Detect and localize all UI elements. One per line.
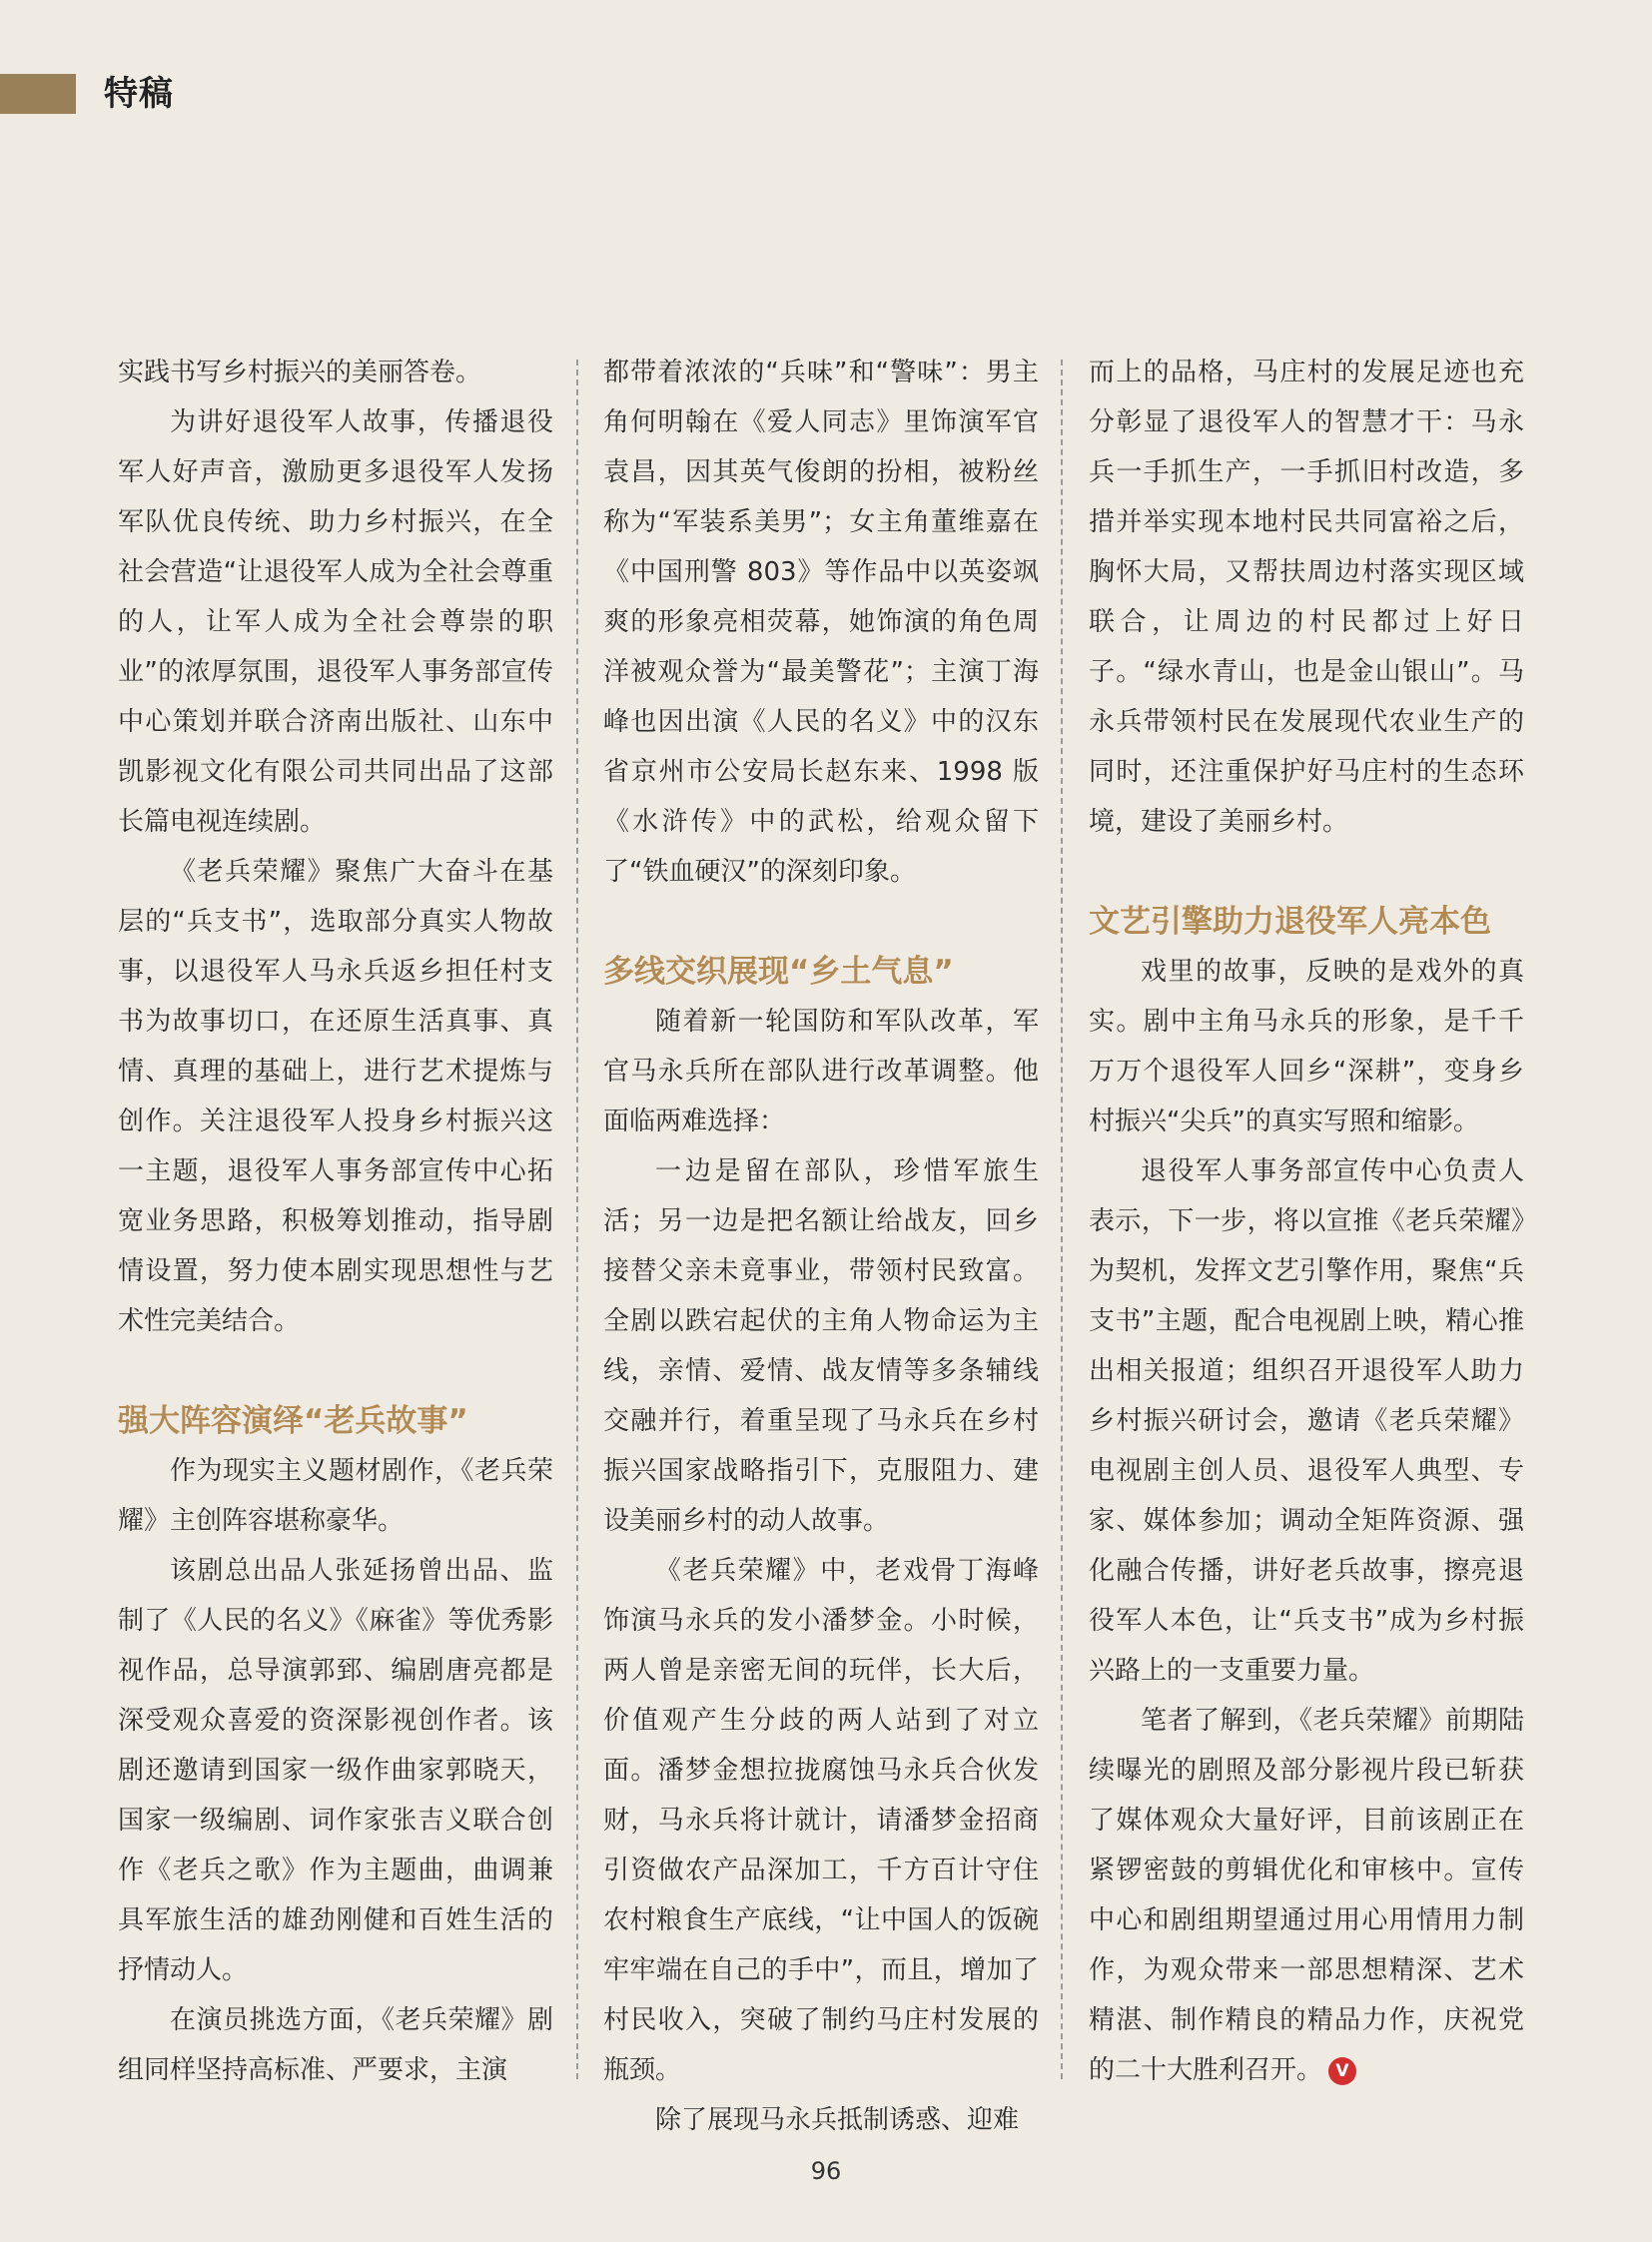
section-color-bar <box>0 74 76 114</box>
article-column-1 <box>118 348 553 2095</box>
paragraph-text: 笔者了解到，《老兵荣耀》前期陆续曝光的剧照及部分影视片段已斩获了媒体观众大量好评，目前该剧正在紧锣密鼓的剪辑优化和审核中。宣传中心和剧组期望通过用心用情用力制作，为观众带来一部思想精深、艺术精湛、制作精良的精品力作，庆祝党的二十大胜利召开。 <box>1089 1706 1524 2085</box>
paragraph-text: 而上的品格，马庄村的发展足迹也充分彰显了退役军人的智慧才干：马永兵一手抓生产，一手抓旧村改造，多措并举实现本地村民共同富裕之后，胸怀大局，又帮扶周边村落实现区域联合，让周边的村民都过上好日子。“绿水青山，也是金山银山”。马永兵带领村民在发展现代农业生产的同时，还注重保护好马庄村的生态环境，建设了美丽乡村。 <box>1089 358 1524 837</box>
paragraph <box>603 348 1039 897</box>
section-title: 特稿 <box>104 74 174 114</box>
paragraph-text: 《老兵荣耀》聚焦广大奋斗在基层的“兵支书”，选取部分真实人物故事，以退役军人马永兵返乡担任村支书为故事切口，在还原生活真事、真情、真理的基础上，进行艺术提炼与创作。关注退役军人投身乡村振兴这一主题，退役军人事务部宣传中心拓宽业务思路，积极筹划推动，指导剧情设置，努力使本剧实现思想性与艺术性完美结合。 <box>118 857 553 1336</box>
paragraph-text: 随着新一轮国防和军队改革，军官马永兵所在部队进行改革调整。他面临两难选择： <box>603 1007 1039 1136</box>
paragraph-text: 退役军人事务部宣传中心负责人表示，下一步，将以宣推《老兵荣耀》为契机，发挥文艺引擎作用，聚焦“兵支书”主题，配合电视剧上映，精心推出相关报道；组织召开退役军人助力乡村振兴研讨会，邀请《老兵荣耀》电视剧主创人员、退役军人典型、专家、媒体参加；调动全矩阵资源、强化融合传播，讲好老兵故事，擦亮退役军人本色，让“兵支书”成为乡村振兴路上的一支重要力量。 <box>1089 1156 1524 1686</box>
paragraph <box>118 1546 553 1995</box>
paragraph-text: 《老兵荣耀》中，老戏骨丁海峰饰演马永兵的发小潘梦金。小时候，两人曾是亲密无间的玩伴，长大后，价值观产生分歧的两人站到了对立面。潘梦金想拉拢腐蚀马永兵合伙发财，马永兵将计就计，请潘梦金招商引资做农产品深加工，千方百计守住农村粮食生产底线，“让中国人的饭碗牢牢端在自己的手中”，而且，增加了村民收入，突破了制约马庄村发展的瓶颈。 <box>603 1556 1039 2085</box>
paragraph <box>118 1995 553 2095</box>
paragraph-text: 都带着浓浓的“兵味”和“警味”：男主角何明翰在《爱人同志》里饰演军官袁昌，因其英气俊朗的扮相，被粉丝称为“军装系美男”；女主角董维嘉在《中国刑警 803》等作品中以英姿飒爽的形象亮相荧幕，她饰演的角色周洋被观众誉为“最美警花”；主演丁海峰也因出演《人民的名义》中的汉东省京州市公安局长赵东来、1998 版《水浒传》中的武松，给观众留下了“铁血硬汉”的深刻印象。 <box>603 358 1039 887</box>
article-end-mark-icon: V <box>1328 2057 1356 2085</box>
paragraph <box>603 2095 1039 2145</box>
paragraph-text: 为讲好退役军人故事，传播退役军人好声音，激励更多退役军人发扬军队优良传统、助力乡村振兴，在全社会营造“让退役军人成为全社会尊重的人，让军人成为全社会尊崇的职业”的浓厚氛围，退役军人事务部宣传中心策划并联合济南出版社、山东中凯影视文化有限公司共同出品了这部长篇电视连续剧。 <box>118 407 553 837</box>
page-number: 96 <box>810 2157 842 2185</box>
column-divider <box>576 360 578 2079</box>
paragraph <box>1089 947 1524 1146</box>
paragraph-text: 实践书写乡村振兴的美丽答卷。 <box>118 358 482 387</box>
paragraph <box>118 1446 553 1546</box>
section-heading <box>118 1396 553 1446</box>
section-heading <box>603 947 1039 997</box>
section-heading <box>1089 897 1524 947</box>
column-divider <box>1061 360 1063 2079</box>
paragraph-text: 在演员挑选方面，《老兵荣耀》剧组同样坚持高标准、严要求，主演 <box>118 2005 553 2085</box>
heading-text: 多线交织展现“乡土气息” <box>603 954 954 990</box>
paragraph <box>603 997 1039 1146</box>
paragraph-text: 戏里的故事，反映的是戏外的真实。剧中主角马永兵的形象，是千千万万个退役军人回乡“深耕”，变身乡村振兴“尖兵”的真实写照和缩影。 <box>1089 957 1524 1136</box>
paragraph-text: 作为现实主义题材剧作，《老兵荣耀》主创阵容堪称豪华。 <box>118 1456 553 1536</box>
paragraph-text: 一边是留在部队，珍惜军旅生活；另一边是把名额让给战友，回乡接替父亲未竟事业，带领村民致富。全剧以跌宕起伏的主角人物命运为主线，亲情、爱情、战友情等多条辅线交融并行，着重呈现了马永兵在乡村振兴国家战略指引下，克服阻力、建设美丽乡村的动人故事。 <box>603 1156 1039 1536</box>
paragraph <box>1089 1146 1524 1696</box>
paragraph <box>1089 348 1524 847</box>
article-column-2 <box>603 348 1039 2145</box>
paragraph <box>118 397 553 847</box>
paragraph-text: 该剧总出品人张延扬曾出品、监制了《人民的名义》《麻雀》等优秀影视作品，总导演郭郅、编剧唐亮都是深受观众喜爱的资深影视创作者。该剧还邀请到国家一级作曲家郭晓天，国家一级编剧、词作家张吉义联合创作《老兵之歌》作为主题曲，曲调兼具军旅生活的雄劲刚健和百姓生活的抒情动人。 <box>118 1556 553 1985</box>
article-column-3 <box>1089 348 1524 2095</box>
paragraph <box>603 1146 1039 1546</box>
paragraph <box>1089 1696 1524 2095</box>
paragraph <box>603 1546 1039 2095</box>
paragraph <box>118 847 553 1346</box>
paragraph-text: 除了展现马永兵抵制诱惑、迎难 <box>655 2105 1020 2135</box>
paragraph <box>118 348 553 397</box>
heading-text: 强大阵容演绎“老兵故事” <box>118 1403 468 1439</box>
heading-text: 文艺引擎助力退役军人亮本色 <box>1089 904 1491 940</box>
